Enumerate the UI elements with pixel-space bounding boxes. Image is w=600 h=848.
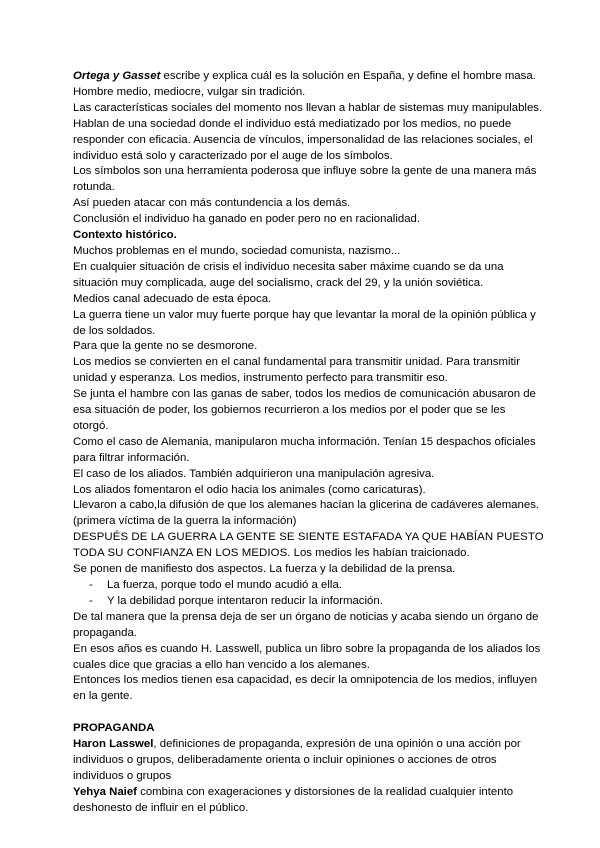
- paragraph: Los aliados fomentaron el odio hacia los animales (como caricaturas).: [73, 483, 426, 496]
- section-heading-context: Contexto histórico.: [73, 229, 177, 242]
- list-item-text: Y la debilidad porque intentaron reducir la información.: [107, 594, 383, 607]
- paragraph: Para que la gente no se desmorone.: [73, 340, 258, 353]
- section-heading-propaganda: PROPAGANDA: [73, 722, 155, 735]
- definition-paragraph: [73, 737, 544, 785]
- list-item: [73, 578, 544, 594]
- paragraph: Entonces los medios tienen esa capacidad, es decir la omnipotencia de los medios, influyen en la gente.: [73, 674, 538, 703]
- paragraph: El caso de los aliados. También adquirieron una manipulación agresiva.: [73, 467, 435, 480]
- paragraph: Como el caso de Alemania, manipularon mucha información. Tenían 15 despachos oficiales para filtrar información.: [73, 435, 536, 464]
- spacer: [73, 705, 544, 721]
- paragraph: Llevaron a cabo,la difusión de que los alemanes hacían la glicerina de cadáveres alemanes. (primera víctima de la guerra la información): [73, 499, 540, 528]
- paragraph: Los medios se convierten en el canal fundamental para transmitir unidad. Para transmitir unidad y esperanza. Los medios, instrumento perfecto para transmitir eso.: [73, 356, 520, 385]
- list-item: [73, 594, 544, 610]
- paragraph: Muchos problemas en el mundo, sociedad comunista, nazismo...: [73, 244, 401, 257]
- paragraph: Conclusión el individuo ha ganado en poder pero no en racionalidad.: [73, 213, 421, 226]
- after-war-paragraph: [73, 530, 544, 562]
- intro-paragraph: [73, 69, 544, 101]
- paragraph: En cualquier situación de crisis el individuo necesita saber máxime cuando se da una situación muy complicada, auge del socialismo, crack del 29, y la unión soviética.: [73, 260, 504, 289]
- definition-author: Yehya Naief: [73, 785, 137, 798]
- paragraph: Se junta el hambre con las ganas de saber, todos los medios de comunicación abusaron de esa situación de poder, los gobiernos recurrieron a los medios por el poder que se les otorgó.: [73, 388, 536, 432]
- caps-statement: DESPUÉS DE LA GUERRA LA GENTE SE SIENTE ESTAFADA YA QUE HABÍAN PUESTO TODA SU CONFIANZA EN LOS MEDIOS: [73, 531, 544, 560]
- author-name: Ortega y Gasset: [73, 70, 161, 82]
- paragraph: En esos años es cuando H. Lasswell, publica un libro sobre la propaganda de los aliados los cuales dice que gracias a ello han vencido a los alemanes.: [73, 642, 541, 671]
- definition-text: , definiciones de propaganda, expresión de una opinión o una acción por individuos o grupos, deliberadamente orienta o incluir opiniones o acciones de otros individuos o grupos: [73, 738, 521, 782]
- paragraph: Así pueden atacar con más contundencia a los demás.: [73, 197, 351, 210]
- paragraph: Los símbolos son una herramienta poderosa que influye sobre la gente de una manera más rotunda.: [73, 165, 537, 194]
- definition-text: combina con exageraciones y distorsiones de la realidad cualquier intento deshonesto de influir en el público.: [73, 785, 514, 814]
- aspects-list: [73, 578, 544, 610]
- after-war-rest: . Los medios les habían traicionado.: [287, 547, 470, 560]
- paragraph: De tal manera que la prensa deja de ser un órgano de noticias y acaba siendo un órgano de propaganda.: [73, 610, 539, 639]
- paragraph: Se ponen de manifiesto dos aspectos. La fuerza y la debilidad de la prensa.: [73, 563, 456, 576]
- dash-bullet: -: [89, 579, 93, 591]
- paragraph: La guerra tiene un valor muy fuerte porque hay que levantar la moral de la opinión pública y de los soldados.: [73, 308, 536, 337]
- paragraph: Medios canal adecuado de esta época.: [73, 292, 272, 305]
- dash-bullet: -: [89, 594, 93, 607]
- intro-text: escribe y explica cuál es la solución en España, y define el hombre masa. Hombre medio, mediocre, vulgar sin tradición.: [73, 70, 536, 98]
- definition-author: Haron Lasswel: [73, 738, 154, 751]
- definition-paragraph: [73, 785, 544, 817]
- paragraph: Las características sociales del momento nos llevan a hablar de sistemas muy manipulables. Hablan de una sociedad donde el individuo está mediatizado por los medios, no puede responder con eficacia. Ausencia de vínculos, impersonalidad de las relaciones sociales, el individuo está solo y caracterizado por el auge de los símbolos.: [73, 101, 543, 162]
- list-item-text: La fuerza, porque todo el mundo acudió a ella.: [107, 579, 342, 591]
